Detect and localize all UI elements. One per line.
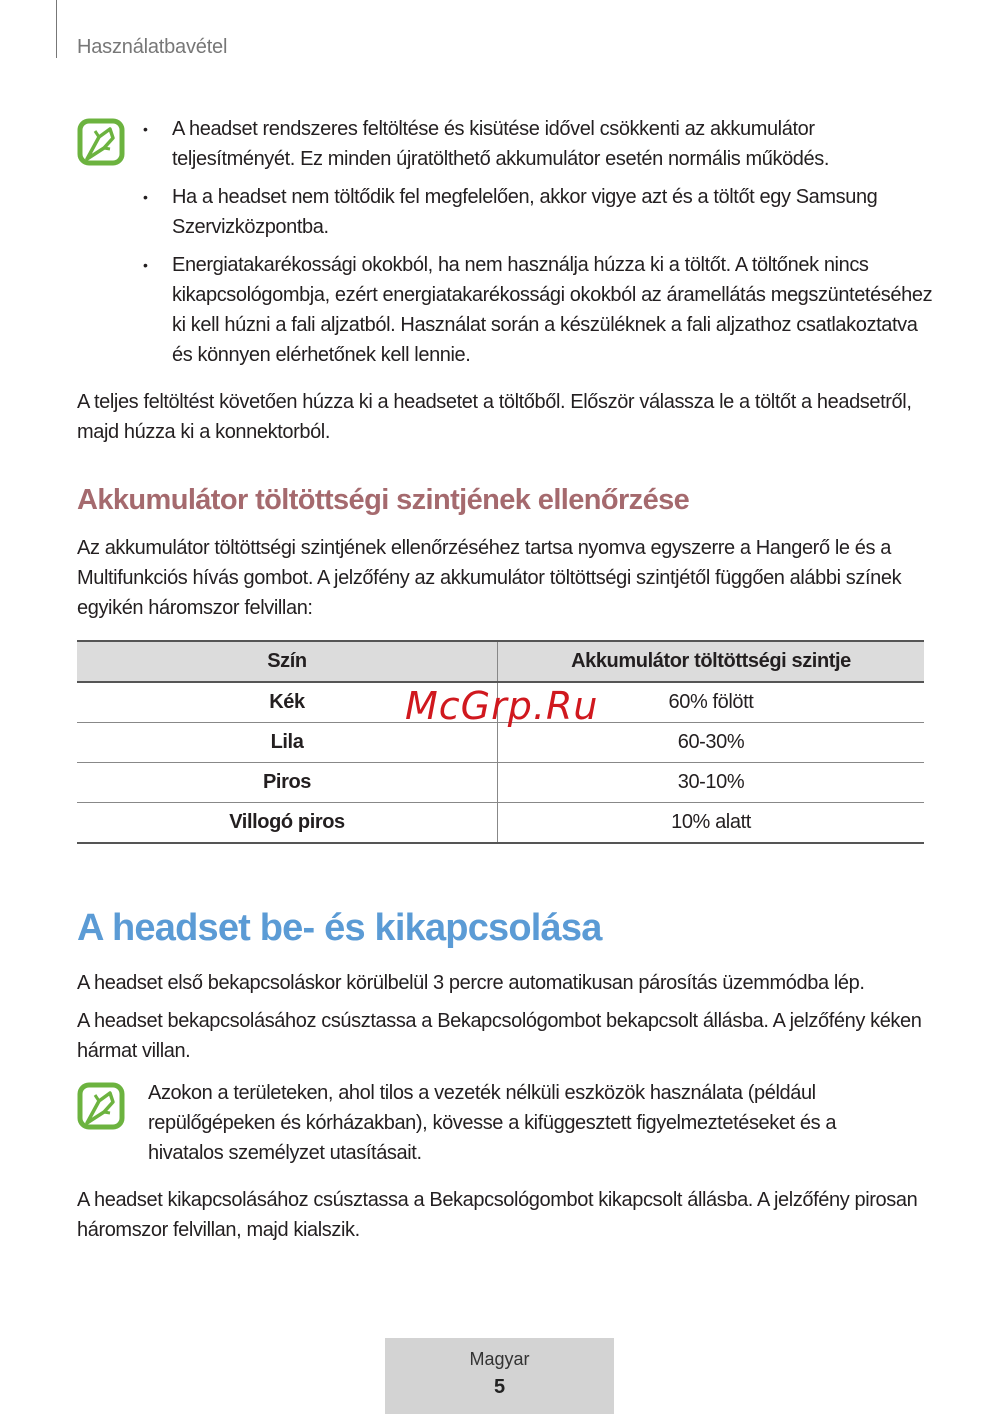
note-block-wireless [77,1082,125,1130]
note-icon [77,1082,125,1130]
color-cell: Lila [77,723,498,763]
table-header-row [77,641,924,682]
color-cell: Kék [77,682,498,723]
note-bullet-list [143,114,933,378]
note-bullet: • Ha a headset nem töltődik fel megfelelően, akkor vigye azt és a töltőt egy Samsung Szervizközpontba. [143,182,933,242]
color-cell: Villogó piros [77,803,498,844]
paragraph-power-first: A headset első bekapcsoláskor körülbelül 3 percre automatikusan párosítás üzemmódba lép. [77,972,865,994]
paragraph-after-charge: A teljes feltöltést követően húzza ki a headsetet a töltőből. Először válassza le a töltőt a headsetről, majd húzza ki a konnektorból. [77,391,912,443]
paragraph-power-on: A headset bekapcsolásához csúsztassa a Bekapcsológombot bekapcsolt állásba. A jelzőfény kéken hármat villan. [77,1010,922,1062]
paragraph-battery-intro: Az akkumulátor töltöttségi szintjének ellenőrzéséhez tartsa nyomva egyszerre a Hangerő le és a Multifunkciós hívás gombot. A jelzőfény az akkumulátor töltöttségi szintjétől függően alábbi színek egyikén háromszor felvillan: [77,537,902,619]
table-row [77,763,924,803]
watermark: McGrp.Ru [405,684,599,728]
section-title: Használatbavétel [77,36,228,58]
note-bullet: • A headset rendszeres feltöltése és kisütése idővel csökkenti az akkumulátor teljesítményét. Ez minden újratölthető akkumulátor esetén normális működés. [143,114,933,174]
page-footer [385,1338,614,1414]
battery-level-table [77,640,924,844]
header-rule [56,0,57,58]
color-cell: Piros [77,763,498,803]
level-cell: 60-30% [498,723,925,763]
paragraph-power-off: A headset kikapcsolásához csúsztassa a Bekapcsológombot kikapcsolt állásba. A jelzőfény pirosan háromszor felvillan, majd kialszik. [77,1189,918,1241]
note-wireless-text: Azokon a területeken, ahol tilos a vezeték nélküli eszközök használata (például repülőgépeken és kórházakban), kövesse a kifüggesztett figyelmeztetéseket és a hivatalos személyzet utasításait. [148,1082,837,1164]
level-cell: 30-10% [498,763,925,803]
column-header-color: Szín [77,641,498,682]
page-number: 5 [493,1376,506,1398]
heading-battery-check: Akkumulátor töltöttségi szintjének ellenőrzése [77,484,690,516]
column-header-level: Akkumulátor töltöttségi szintje [498,641,925,682]
footer-language: Magyar [469,1349,530,1369]
note-icon [77,118,125,166]
level-cell: 10% alatt [498,803,925,844]
level-cell: 60% fölött [498,682,925,723]
table-row [77,803,924,844]
table-row [77,723,924,763]
note-block-charging [77,118,125,166]
note-bullet: • Energiatakarékossági okokból, ha nem használja húzza ki a töltőt. A töltőnek nincs kikapcsológombja, ezért energiatakarékossági okokból az áramellátás megszüntetéséhez ki kell húzni a fali aljzatból. Használat során a készüléknek a fali aljzathoz csatlakoztatva és könnyen elérhetőnek kell lennie. [143,250,933,370]
heading-power-section: A headset be- és kikapcsolása [77,907,602,949]
